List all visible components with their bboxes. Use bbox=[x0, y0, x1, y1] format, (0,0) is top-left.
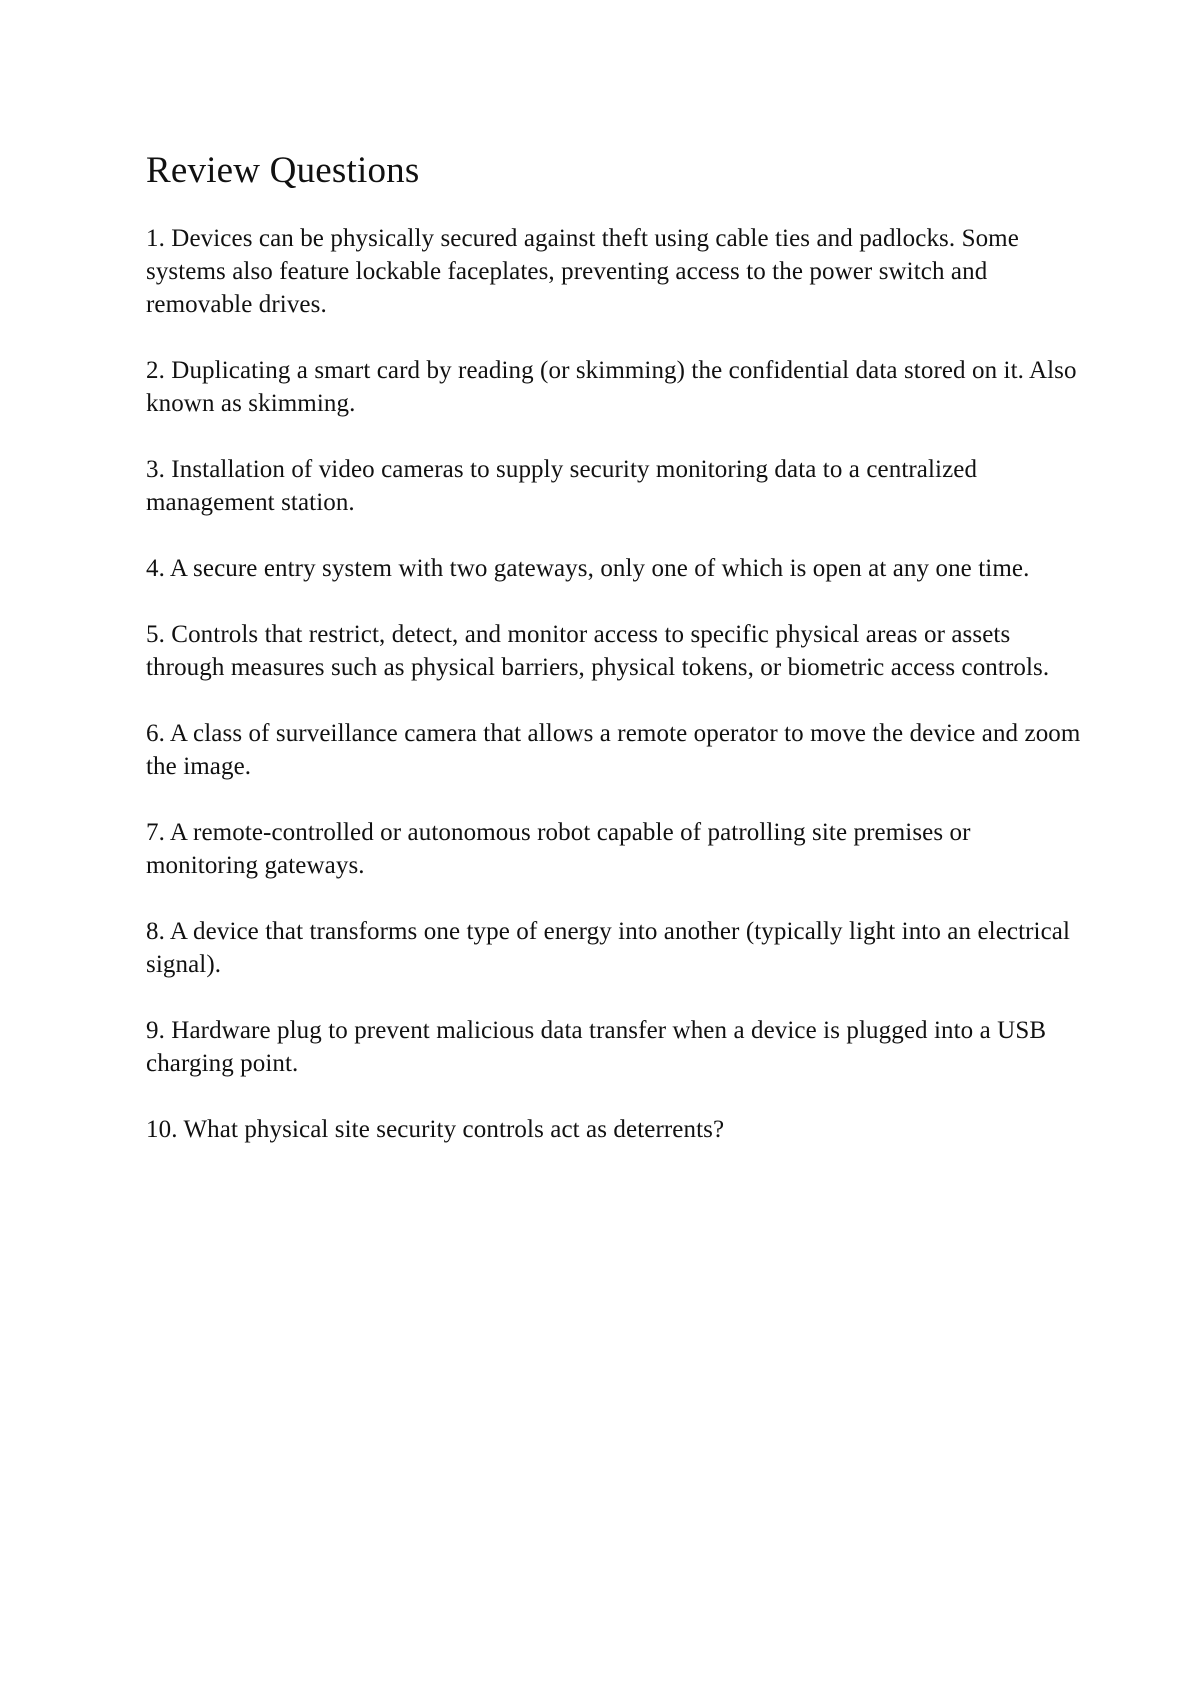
review-question-list bbox=[146, 222, 1086, 1146]
review-question-9: 9. Hardware plug to prevent malicious data transfer when a device is plugged into a USB charging point. bbox=[146, 1017, 1047, 1077]
review-question-10: 10. What physical site security controls act as deterrents? bbox=[146, 1116, 725, 1143]
review-question-7: 7. A remote-controlled or autonomous robot capable of patrolling site premises or monitoring gateways. bbox=[146, 819, 971, 879]
review-question-5: 5. Controls that restrict, detect, and monitor access to specific physical areas or assets through measures such as physical barriers, physical tokens, or biometric access controls. bbox=[146, 621, 1050, 681]
review-question-6: 6. A class of surveillance camera that allows a remote operator to move the device and zoom the image. bbox=[146, 720, 1081, 780]
review-question-4: 4. A secure entry system with two gateways, only one of which is open at any one time. bbox=[146, 555, 1030, 582]
review-question-2: 2. Duplicating a smart card by reading (or skimming) the confidential data stored on it. Also known as skimming. bbox=[146, 357, 1077, 417]
review-question-3: 3. Installation of video cameras to supply security monitoring data to a centralized management station. bbox=[146, 456, 978, 516]
page-title: Review Questions bbox=[146, 150, 420, 191]
review-question-1: 1. Devices can be physically secured against theft using cable ties and padlocks. Some systems also feature lockable faceplates, preventing access to the power switch and removable drives. bbox=[146, 225, 1019, 318]
document-content bbox=[146, 146, 1086, 1179]
review-question-8: 8. A device that transforms one type of energy into another (typically light into an electrical signal). bbox=[146, 918, 1071, 978]
